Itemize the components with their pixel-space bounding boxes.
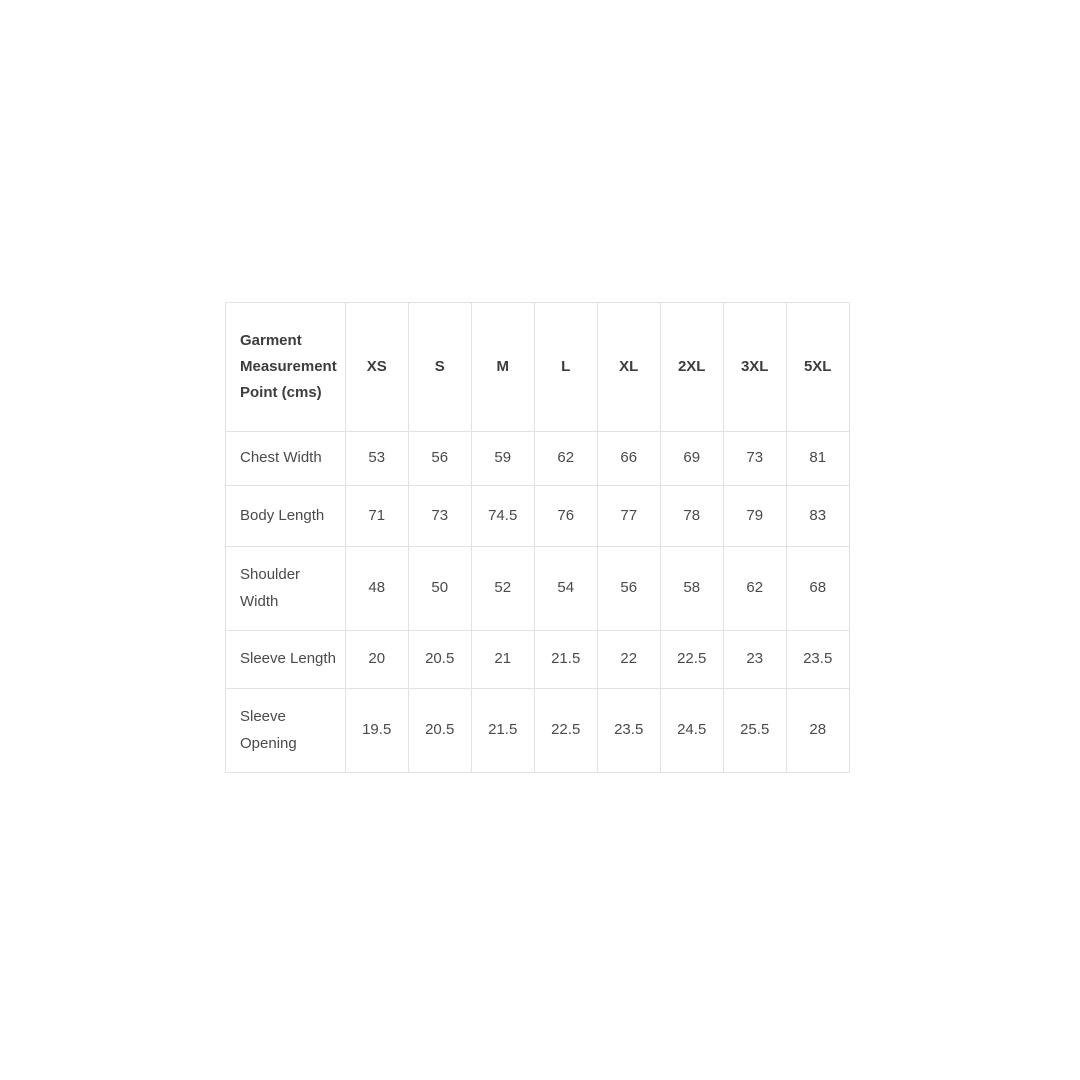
column-header-2xl: 2XL [660,303,723,432]
cell-value: 79 [723,486,786,547]
cell-value: 71 [345,486,408,547]
cell-value: 66 [597,432,660,486]
cell-value: 58 [660,547,723,631]
header-row [226,303,850,432]
cell-value: 22.5 [660,631,723,689]
cell-value: 20 [345,631,408,689]
cell-value: 62 [723,547,786,631]
cell-value: 21 [471,631,534,689]
table-row-sleeve-opening [226,689,850,773]
column-header-l: L [534,303,597,432]
cell-value: 78 [660,486,723,547]
table-row-shoulder-width [226,547,850,631]
row-label: Chest Width [226,432,346,486]
cell-value: 19.5 [345,689,408,773]
cell-value: 23.5 [597,689,660,773]
cell-value: 53 [345,432,408,486]
column-header-5xl: 5XL [786,303,849,432]
row-label: Sleeve Length [226,631,346,689]
cell-value: 73 [408,486,471,547]
cell-value: 23 [723,631,786,689]
cell-value: 69 [660,432,723,486]
column-header-s: S [408,303,471,432]
cell-value: 56 [408,432,471,486]
cell-value: 24.5 [660,689,723,773]
column-header-m: M [471,303,534,432]
table-row-body-length [226,486,850,547]
cell-value: 22.5 [534,689,597,773]
row-label: Body Length [226,486,346,547]
cell-value: 25.5 [723,689,786,773]
cell-value: 59 [471,432,534,486]
cell-value: 22 [597,631,660,689]
cell-value: 73 [723,432,786,486]
row-label: Shoulder Width [226,547,346,631]
cell-value: 52 [471,547,534,631]
cell-value: 20.5 [408,631,471,689]
cell-value: 74.5 [471,486,534,547]
cell-value: 50 [408,547,471,631]
cell-value: 62 [534,432,597,486]
row-label: Sleeve Opening [226,689,346,773]
corner-header-label: Garment Measurement Point (cms) [226,303,346,432]
table-row-chest-width [226,432,850,486]
cell-value: 21.5 [471,689,534,773]
cell-value: 76 [534,486,597,547]
cell-value: 21.5 [534,631,597,689]
cell-value: 77 [597,486,660,547]
cell-value: 23.5 [786,631,849,689]
table-row-sleeve-length [226,631,850,689]
column-header-xl: XL [597,303,660,432]
cell-value: 20.5 [408,689,471,773]
cell-value: 81 [786,432,849,486]
cell-value: 56 [597,547,660,631]
column-header-xs: XS [345,303,408,432]
cell-value: 28 [786,689,849,773]
cell-value: 68 [786,547,849,631]
cell-value: 83 [786,486,849,547]
cell-value: 54 [534,547,597,631]
garment-size-chart-table [225,302,850,773]
cell-value: 48 [345,547,408,631]
column-header-3xl: 3XL [723,303,786,432]
